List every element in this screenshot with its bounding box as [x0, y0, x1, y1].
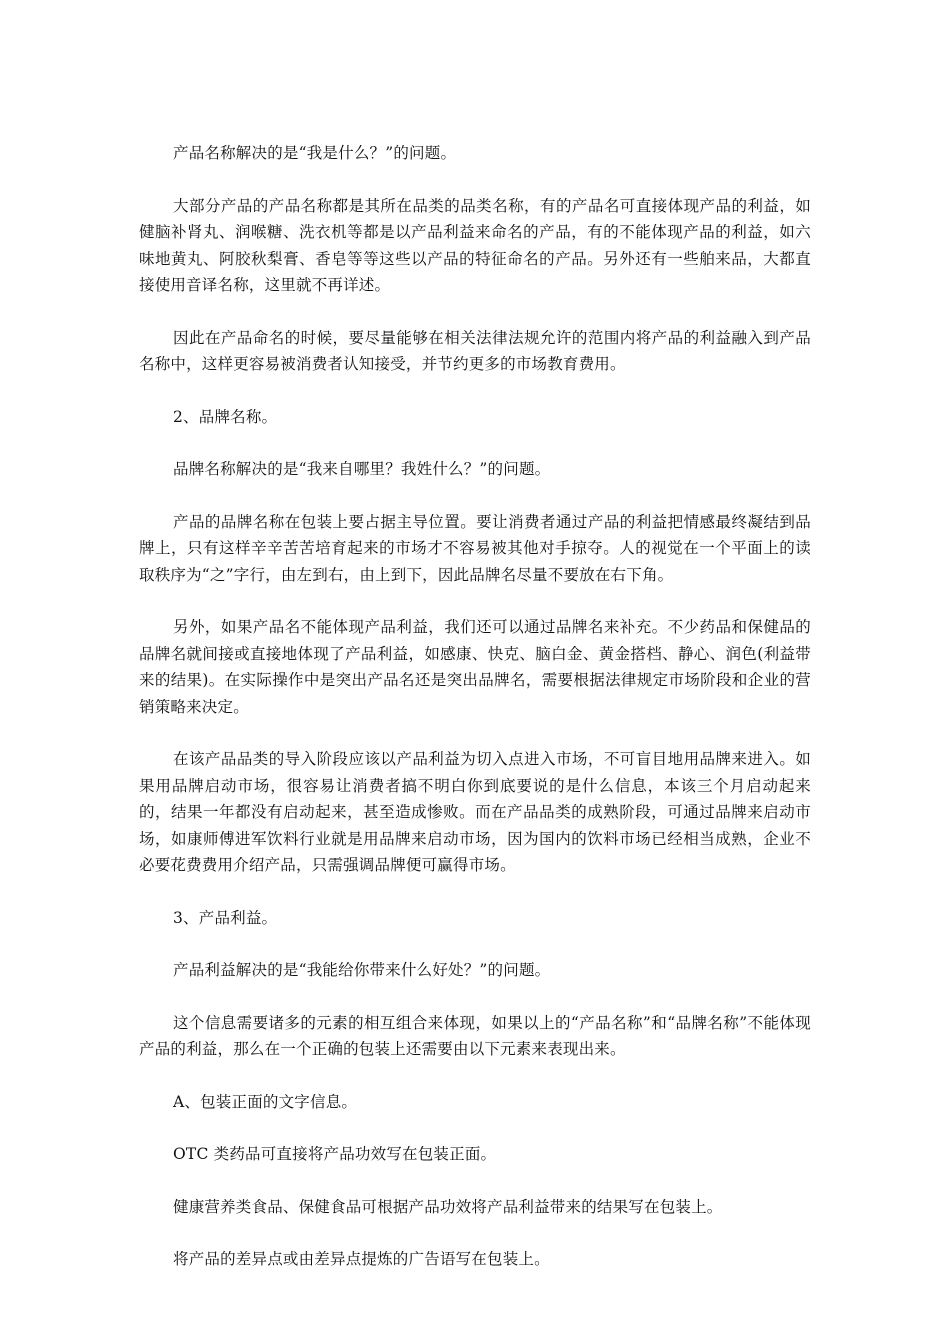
paragraph-differentiation-slogan: 将产品的差异点或由差异点提炼的广告语写在包装上。	[173, 1250, 550, 1268]
paragraph-otc-drugs: OTC 类药品可直接将产品功效写在包装正面。	[173, 1145, 497, 1163]
section-heading-brand-name: 2、品牌名称。	[173, 407, 278, 426]
document-body	[139, 140, 811, 1299]
paragraph-product-name-question: 产品名称解决的是“我是什么？”的问题。	[173, 144, 457, 162]
section-heading-product-benefit: 3、产品利益。	[173, 908, 278, 927]
paragraph-brand-position: 产品的品牌名称在包装上要占据主导位置。要让消费者通过产品的利益把情感最终凝结到品牌上，只有这样辛辛苦苦培育起来的市场才不容易被其他对手掠夺。人的视觉在一个平面上的读取秩序为“之”字行，由左到右，由上到下，因此品牌名尽量不要放在右下角。	[139, 512, 811, 584]
paragraph-naming-advice: 因此在产品命名的时候，要尽量能够在相关法律法规允许的范围内将产品的利益融入到产品名称中，这样更容易被消费者认知接受，并节约更多的市场教育费用。	[139, 328, 811, 373]
paragraph-market-stage: 在该产品品类的导入阶段应该以产品利益为切入点进入市场，不可盲目地用品牌来进入。如果用品牌启动市场，很容易让消费者搞不明白你到底要说的是什么信息，本该三个月启动起来的，结果一年都没有启动起来，甚至造成惨败。而在产品品类的成熟阶段，可通过品牌来启动市场，如康师傅进军饮料行业就是用品牌来启动市场，因为国内的饮料市场已经相当成熟，企业不必要花费费用介绍产品，只需强调品牌便可赢得市场。	[139, 750, 811, 874]
paragraph-brand-name-question: 品牌名称解决的是“我来自哪里？我姓什么？”的问题。	[173, 460, 551, 478]
paragraph-benefit-elements: 这个信息需要诸多的元素的相互组合来体现，如果以上的“产品名称”和“品牌名称”不能体现产品的利益，那么在一个正确的包装上还需要由以下元素来表现出来。	[139, 1013, 811, 1058]
paragraph-benefit-question: 产品利益解决的是“我能给你带来什么好处？”的问题。	[173, 961, 551, 979]
paragraph-category-naming: 大部分产品的产品名称都是其所在品类的品类名称，有的产品名可直接体现产品的利益，如健脑补肾丸、润喉糖、洗衣机等都是以产品利益来命名的产品，有的不能体现产品的利益，如六味地黄丸、阿胶秋梨膏、香皂等等这些以产品的特征命名的产品。另外还有一些舶来品，大都直接使用音译名称，这里就不再详述。	[139, 196, 811, 294]
paragraph-brand-supplement: 另外，如果产品名不能体现产品利益，我们还可以通过品牌名来补充。不少药品和保健品的品牌名就间接或直接地体现了产品利益，如感康、快克、脑白金、黄金搭档、静心、润色(利益带来的结果)。在实际操作中是突出产品名还是突出品牌名，需要根据法律规定市场阶段和企业的营销策略来决定。	[139, 618, 811, 716]
subheading-front-text-info: A、包装正面的文字信息。	[173, 1092, 358, 1111]
paragraph-health-food: 健康营养类食品、保健食品可根据产品功效将产品利益带来的结果写在包装上。	[173, 1197, 723, 1216]
